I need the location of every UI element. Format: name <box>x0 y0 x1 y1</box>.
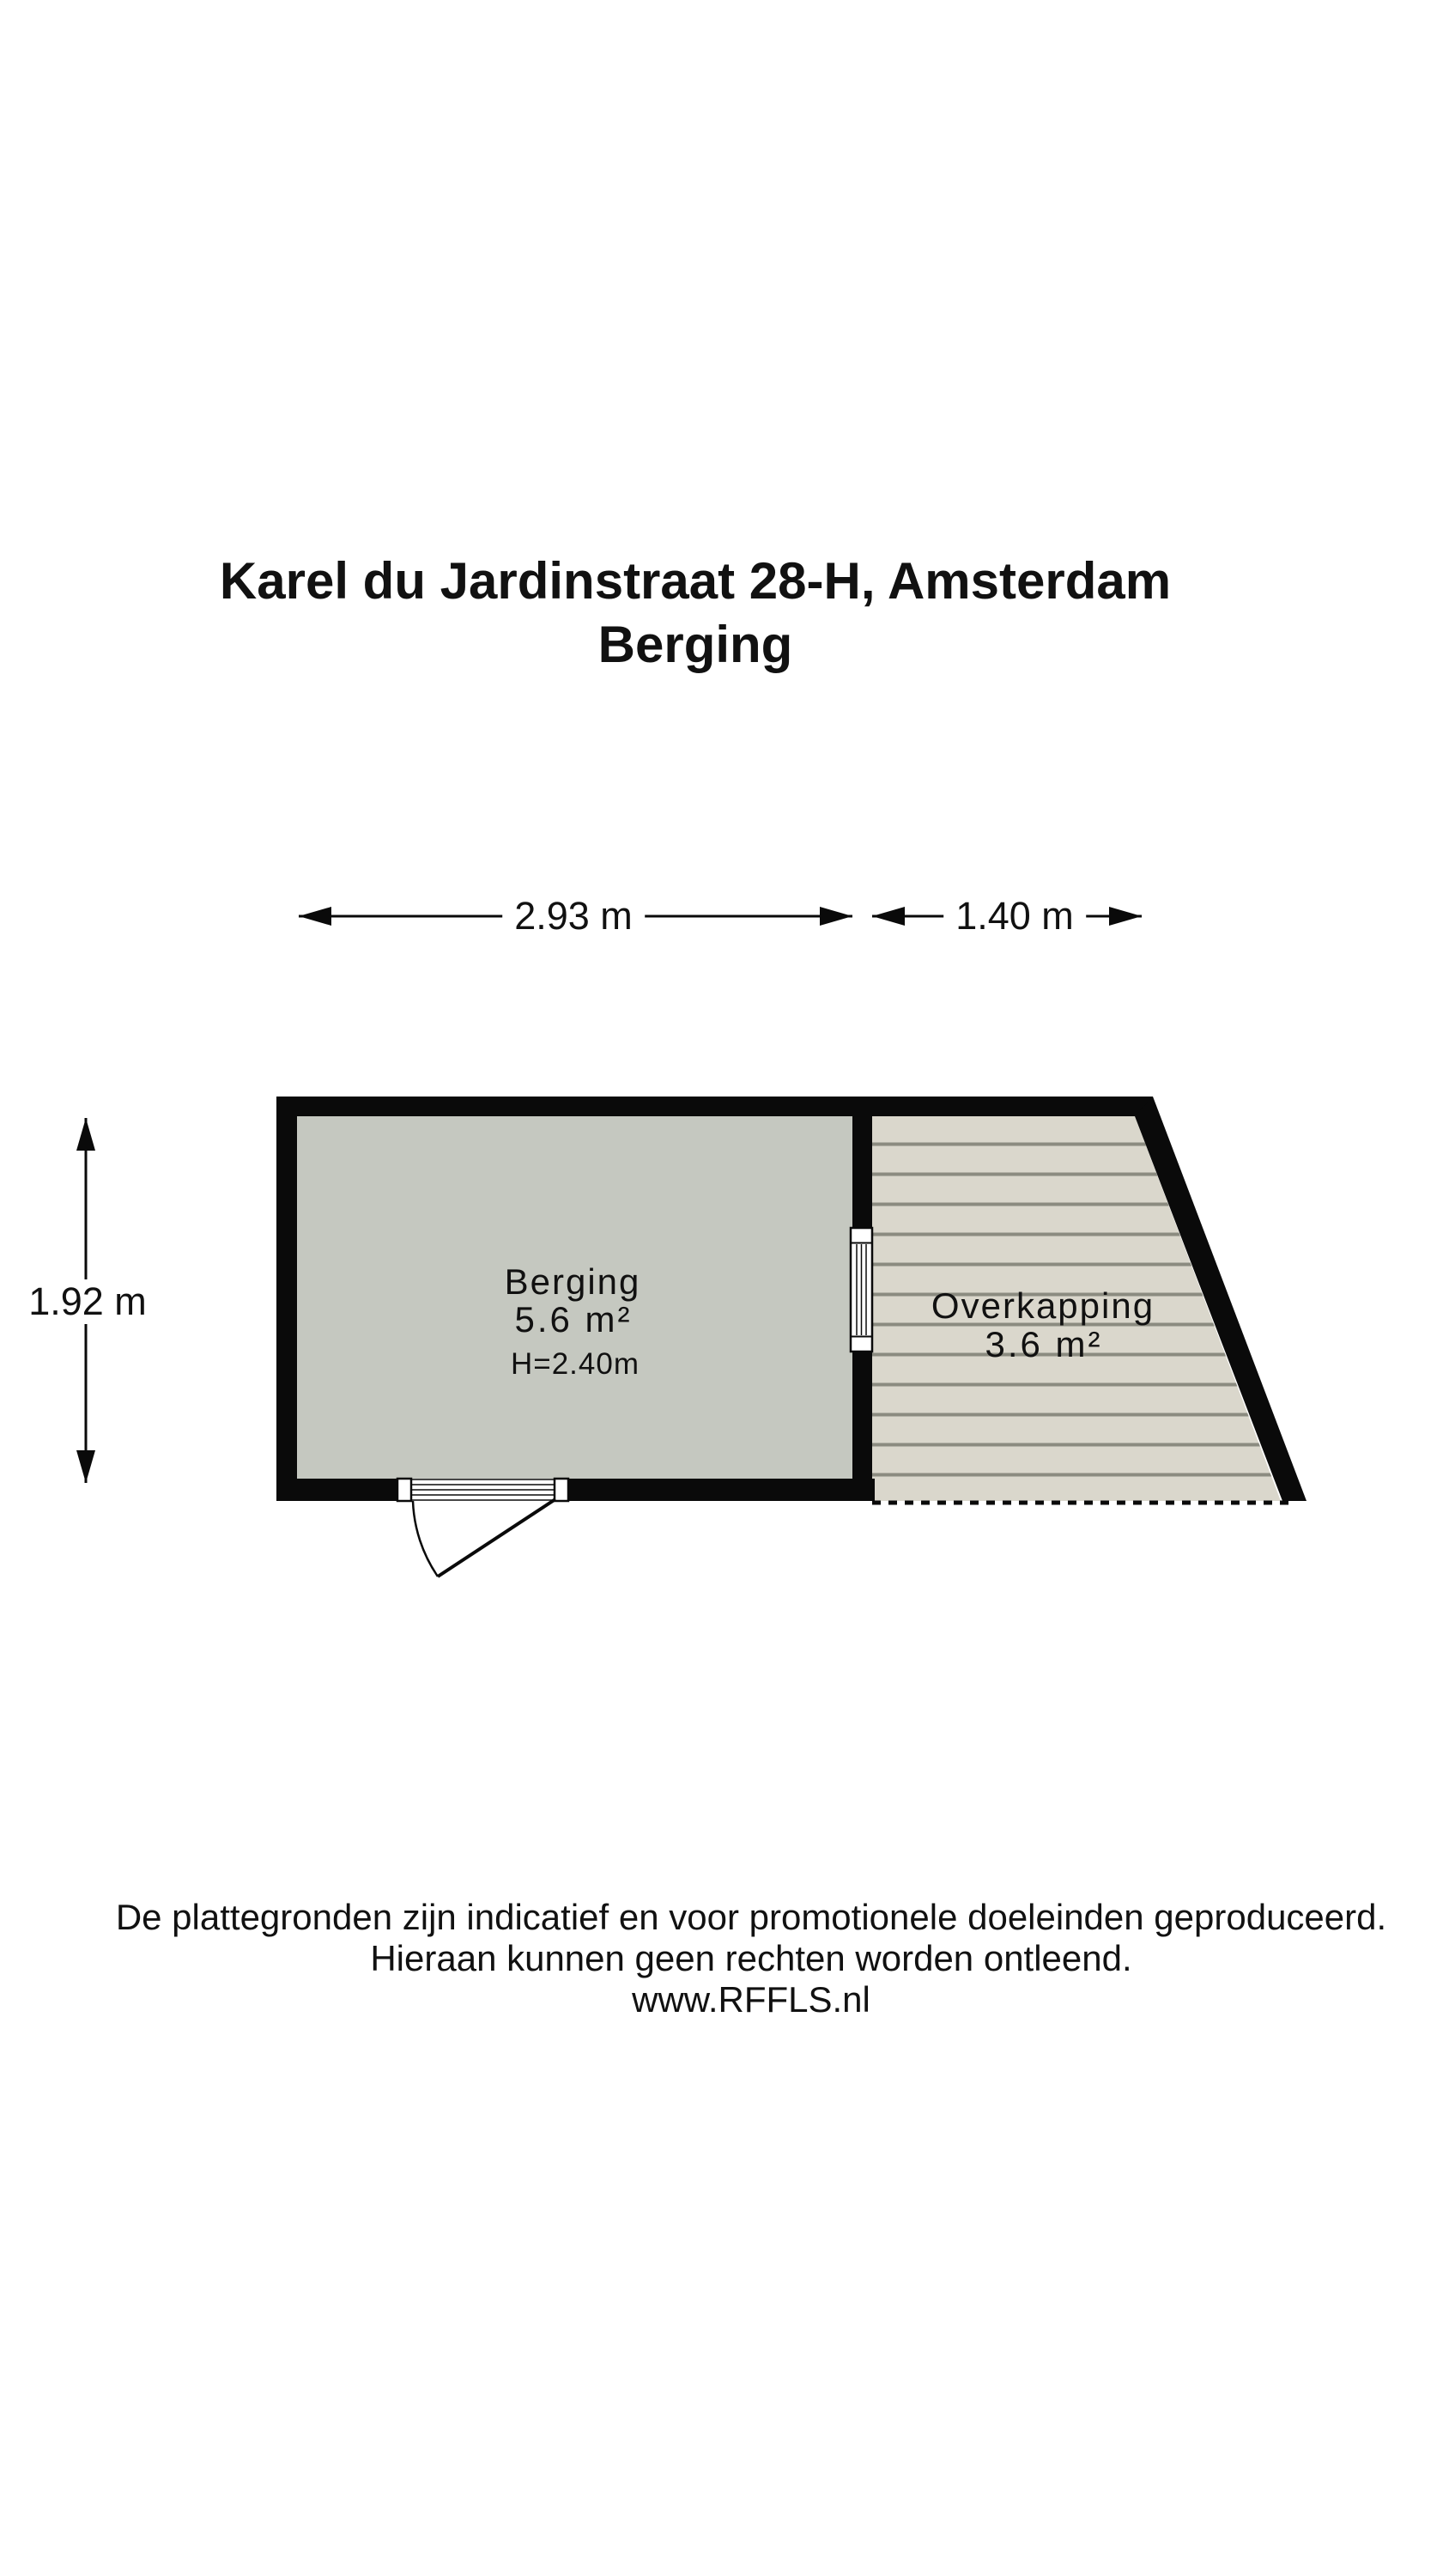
dim-label-canopy-width: 1.40 m <box>943 894 1086 939</box>
website-url: www.RFFLS.nl <box>632 1979 870 2020</box>
door-jamb-right <box>555 1479 568 1501</box>
door-jamb-left <box>397 1479 411 1501</box>
dim-label-room-depth: 1.92 m <box>23 1279 152 1324</box>
disclaimer-line-1: De plattegronden zijn indicatief en voor promotionele doeleinden geproduceerd. <box>115 1897 1387 1937</box>
overkapping-area-label: 3.6 m² <box>985 1324 1103 1364</box>
wall-top <box>276 1097 1153 1116</box>
dim-label-room-width: 2.93 m <box>502 894 645 939</box>
arrowhead-top <box>76 1118 95 1151</box>
door-swing-arc <box>413 1501 438 1577</box>
arrowhead-right <box>1109 907 1142 926</box>
title-address: Karel du Jardinstraat 28-H, Amsterdam <box>219 552 1172 610</box>
berging-name-label: Berging <box>504 1261 641 1302</box>
disclaimer-line-2: Hieraan kunnen geen rechten worden ontleend. <box>370 1938 1132 1978</box>
window <box>851 1228 872 1352</box>
berging-height-label: H=2.40m <box>511 1347 640 1381</box>
page-title <box>0 550 1391 677</box>
arrowhead-left <box>299 907 331 926</box>
wall-left <box>276 1097 297 1501</box>
disclaimer <box>0 1897 1449 2020</box>
arrowhead-left <box>872 907 905 926</box>
berging-area-label: 5.6 m² <box>514 1299 633 1340</box>
arrowhead-right <box>820 907 852 926</box>
wall-bottom <box>276 1479 875 1501</box>
door-leaf <box>438 1499 555 1577</box>
arrowhead-bottom <box>76 1450 95 1483</box>
title-room: Berging <box>597 616 793 673</box>
overkapping-name-label: Overkapping <box>931 1285 1155 1326</box>
door <box>397 1479 568 1577</box>
